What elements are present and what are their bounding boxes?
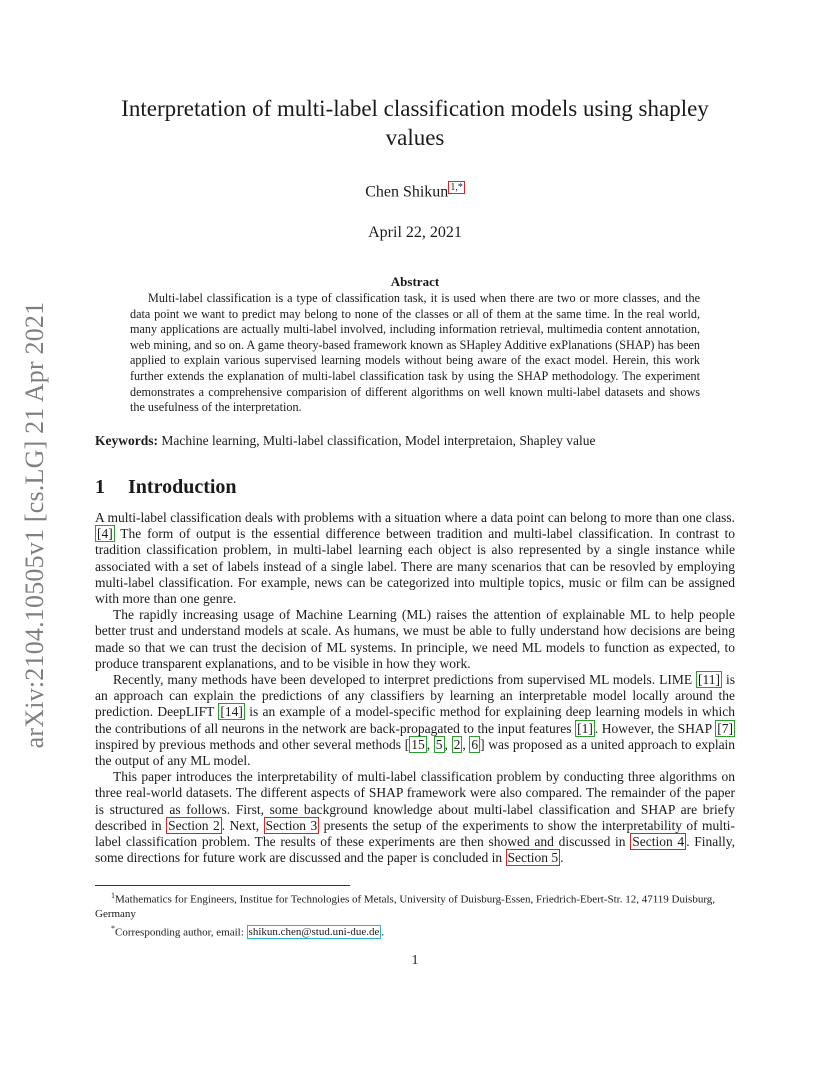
text-run: inspired by previous methods and other several methods	[95, 736, 402, 752]
text-run: .	[381, 926, 385, 939]
comma: ,	[426, 736, 431, 752]
abstract-text: Multi-label classification is a type of classification task, it is used when there are two or more classes, and the data point we want to predict may belong to none of the classes or all of them at the same time. In the real world, many applications are actually multi-label involved, including information retrieval, multimedia content annotation, web mining, and so on. A game theory-based framework known as SHapley Additive exPlanations (SHAP) has been applied to explain various supervised learning models without being aware of the exact model. Herein, this work further extends the explanation of multi-label classification task by using the SHAP methodology. The experiment demonstrates a comprehensive comparision of different algorithms on well known multi-label datasets and shows the usefulness of the interpretation.	[130, 291, 700, 415]
introduction-body	[95, 510, 735, 866]
section-2-link[interactable]: Section 2	[168, 817, 220, 833]
email-link[interactable]: shikun.chen@stud.uni-due.de	[248, 926, 380, 939]
keywords-label: Keywords:	[95, 433, 158, 448]
bracket: ]	[480, 736, 485, 752]
text-run: Recently, many methods have been developed to interpret predictions from supervised ML models. LIME	[113, 672, 693, 688]
bracket: [	[404, 736, 410, 752]
section-5-link[interactable]: Section 5	[507, 850, 559, 866]
section-heading	[95, 476, 237, 499]
citation-link-7[interactable]: [7]	[717, 720, 734, 736]
arxiv-identifier: arXiv:2104.10505v1 [cs.LG] 21 Apr 2021	[20, 301, 49, 749]
comma: ,	[444, 736, 448, 752]
paper-date: April 22, 2021	[368, 224, 462, 241]
citation-link-2[interactable]: 2	[453, 736, 461, 752]
author-name: Chen Shikun	[365, 183, 449, 201]
footnotes	[95, 889, 735, 939]
paragraph-4	[95, 769, 735, 866]
abstract-heading: Abstract	[390, 274, 440, 289]
citation-link-4[interactable]: [4]	[97, 526, 113, 542]
text-run: is an approach can explain the predictions of any classifiers by learning an interpretable model locally around the prediction. DeepLIFT	[95, 672, 735, 720]
citation-link-15[interactable]: 15	[411, 736, 425, 752]
citation-link-6[interactable]: 6	[471, 736, 479, 752]
section-title: Introduction	[128, 476, 237, 498]
keywords-line	[95, 433, 735, 449]
text-run: . However, the SHAP	[594, 720, 712, 736]
paragraph-3	[95, 672, 735, 769]
paper-title: Interpretation of multi-label classification models using shapley values	[121, 96, 709, 150]
keywords-text: Machine learning, Multi-label classification, Model interpretaion, Shapley value	[161, 433, 596, 448]
citation-link-11[interactable]: [11]	[698, 672, 721, 688]
footnote-1-text: Mathematics for Engineers, Institue for Technologies of Metals, University of Duisburg-Essen, Friedrich-Ebert-Str. 12, 47119 Duisburg, Germany	[95, 893, 716, 920]
text-run: is an example of a model-specific method for explaining deep learning models in which the contributions of all neurons in the network are back-propagated to the input features	[95, 704, 736, 736]
page-number: 1	[411, 952, 419, 967]
section-3-link[interactable]: Section 3	[265, 817, 318, 833]
author-line	[95, 182, 735, 201]
citation-link-5[interactable]: 5	[435, 736, 443, 752]
footnote-1	[95, 889, 735, 921]
footnote-2-mark: *	[111, 923, 115, 933]
text-run: A multi-label classification deals with problems with a situation where a data point can belong to more than one class.	[95, 510, 735, 525]
paragraph-2: The rapidly increasing usage of Machine Learning (ML) raises the attention of explainable ML to help people better trust and understand models at scale. As humans, we must be able to fully understand how decisions are being made so that we can trust the decision of ML systems. In principle, we need ML models to function as expected, to produce transparent explanations, and to be visible in how they work.	[95, 607, 735, 671]
paragraph-1	[95, 510, 735, 607]
footnote-2-text: Corresponding author, email:	[115, 926, 244, 939]
text-run: . Next,	[221, 817, 260, 833]
text-run: This paper introduces the interpretability of multi-label classification problem by conducting three algorithms on three real-world datasets. The different aspects of SHAP framework were also compared. The remainder of the paper is structured as follows. First, some background knowledge about multi-label classification and SHAP are briefy described in	[95, 769, 735, 833]
section-4-link[interactable]: Section 4	[632, 834, 685, 850]
citation-link-14[interactable]: [14]	[220, 704, 243, 720]
section-number: 1	[95, 476, 105, 498]
footnote-1-mark: 1	[111, 891, 115, 900]
footnote-2	[95, 922, 735, 940]
citation-link-1[interactable]: [1]	[577, 720, 593, 736]
arxiv-sidebar	[18, 290, 52, 760]
author-footnote-link[interactable]: 1,*	[450, 182, 463, 193]
text-run: . Finally, some directions for future work are discussed and the paper is concluded in	[95, 834, 736, 866]
text-run: presents the setup of the experiments to show the interpretability of multi-label classification problem. The results of these experiments are then showed and discussed in	[95, 817, 736, 850]
footnote-divider	[95, 885, 350, 886]
comma: ,	[462, 736, 466, 752]
text-run: .	[560, 850, 564, 866]
text-run: was proposed as a united approach to explain the output of any ML model.	[95, 736, 736, 769]
text-run: The form of output is the essential difference between tradition and multi-label classification. In contrast to tradition classification problem, in multi-label learning each object is also represented by a single instance while associated with a set of labels instead of a single label. There are many scenarios that can be resovled by employing multi-label classification. For example, news can be categorized into multiple topics, music or film can be assigned with more than one genre.	[95, 526, 735, 607]
